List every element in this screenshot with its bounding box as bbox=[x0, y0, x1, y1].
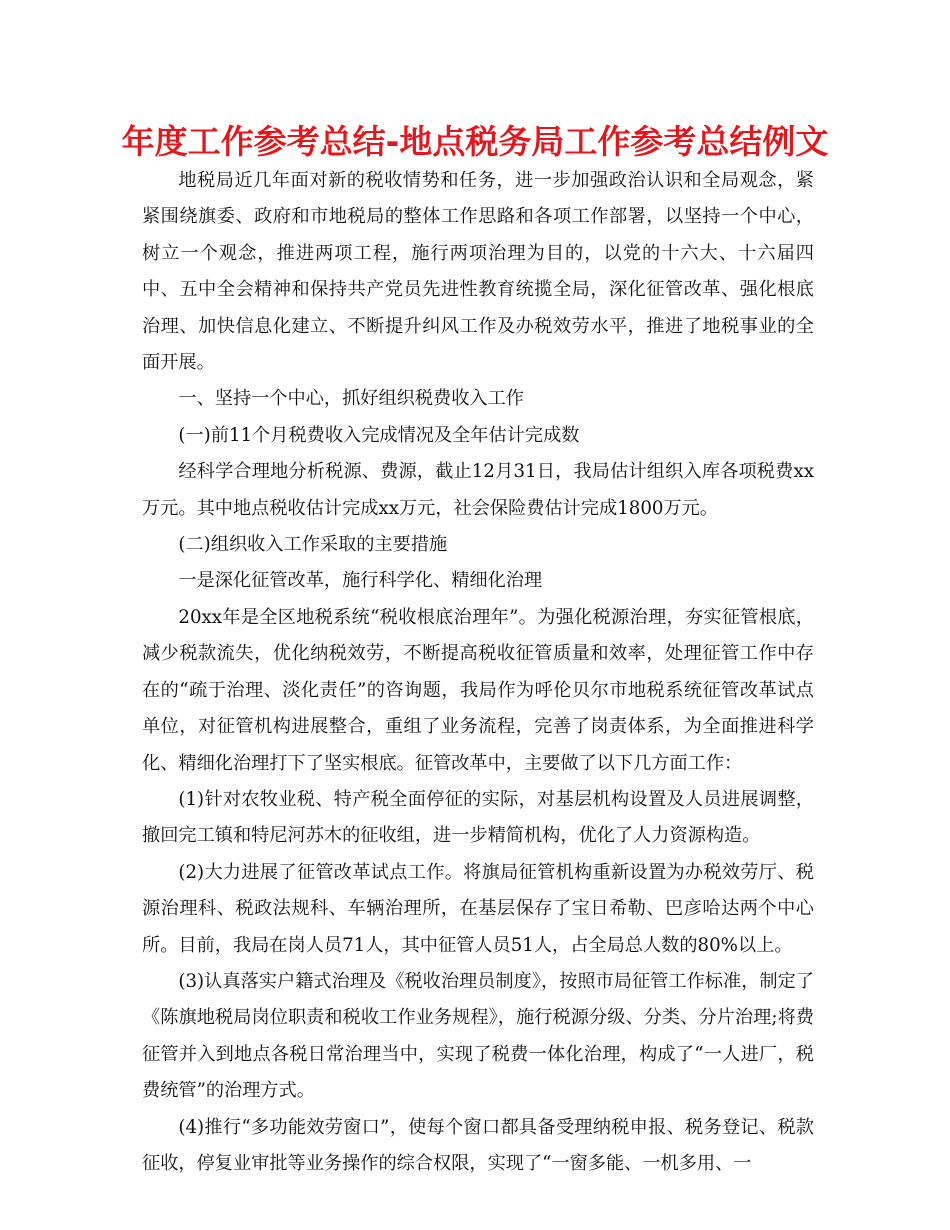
section-heading-1: 一、坚持一个中心，抓好组织税费收入工作 bbox=[178, 388, 524, 410]
list-item-3: (3)认真落实户籍式治理及《税收治理员制度》，按照市局征管工作标准，制定了《陈旗地税局岗位职责和税收工作业务规程》，施行税源分级、分类、分片治理;将费征管并入到地点各税日常治理当中，实现了税费一体化治理，构成了“一人进厂，税费统管”的治理方式。 bbox=[142, 970, 814, 1102]
document-title: 年度工作参考总结-地点税务局工作参考总结例文 bbox=[121, 122, 829, 161]
list-item-4: (4)推行“多功能效劳窗口”，使每个窗口都具备受理纳税申报、税务登记、税款征收，停复业审批等业务操作的综合权限，实现了“一窗多能、一机多用、一 bbox=[142, 1116, 814, 1174]
list-item-1: (1)针对农牧业税、特产税全面停征的实际，对基层机构设置及人员进展调整，撤回完工镇和特尼河苏木的征收组，进一步精简机构，优化了人力资源构造。 bbox=[142, 788, 814, 847]
document-body bbox=[142, 163, 814, 1182]
paragraph-reform: 20xx年是全区地税系统“税收根底治理年”。为强化税源治理，夯实征管根底，减少税款流失，优化纳税效劳，不断提高税收征管质量和效率，处理征管工作中存在的“疏于治理、淡化责任”的咨询题，我局作为呼伦贝尔市地税系统征管改革试点单位，对征管机构进展整合，重组了业务流程，完善了岗责体系，为全面推进科学化、精细化治理打下了坚实根底。征管改革中，主要做了以下几方面工作： bbox=[142, 606, 814, 774]
subsection-heading-1: (一)前11个月税费收入完成情况及全年估计完成数 bbox=[178, 424, 580, 446]
measure-heading-1: 一是深化征管改革，施行科学化、精细化治理 bbox=[178, 570, 543, 592]
paragraph-revenue: 经科学合理地分析税源、费源，截止12月31日，我局估计组织入库各项税费xx万元。其中地点税收估计完成xx万元，社会保险费估计完成1800万元。 bbox=[142, 461, 814, 519]
subsection-heading-2: (二)组织收入工作采取的主要措施 bbox=[178, 534, 448, 556]
paragraph-intro: 地税局近几年面对新的税收情势和任务，进一步加强政治认识和全局观念，紧紧围绕旗委、政府和市地税局的整体工作思路和各项工作部署，以坚持一个中心，树立一个观念，推进两项工程，施行两项治理为目的，以党的十六大、十六届四中、五中全会精神和保持共产党员先进性教育统揽全局，深化征管改革、强化根底治理、加快信息化建立、不断提升纠风工作及办税效劳水平，推进了地税事业的全面开展。 bbox=[142, 170, 814, 374]
list-item-2: (2)大力进展了征管改革试点工作。将旗局征管机构重新设置为办税效劳厅、税源治理科、税政法规科、车辆治理所，在基层保存了宝日希勒、巴彦哈达两个中心所。目前，我局在岗人员71人，其中征管人员51人，占全局总人数的80%以上。 bbox=[142, 861, 814, 956]
